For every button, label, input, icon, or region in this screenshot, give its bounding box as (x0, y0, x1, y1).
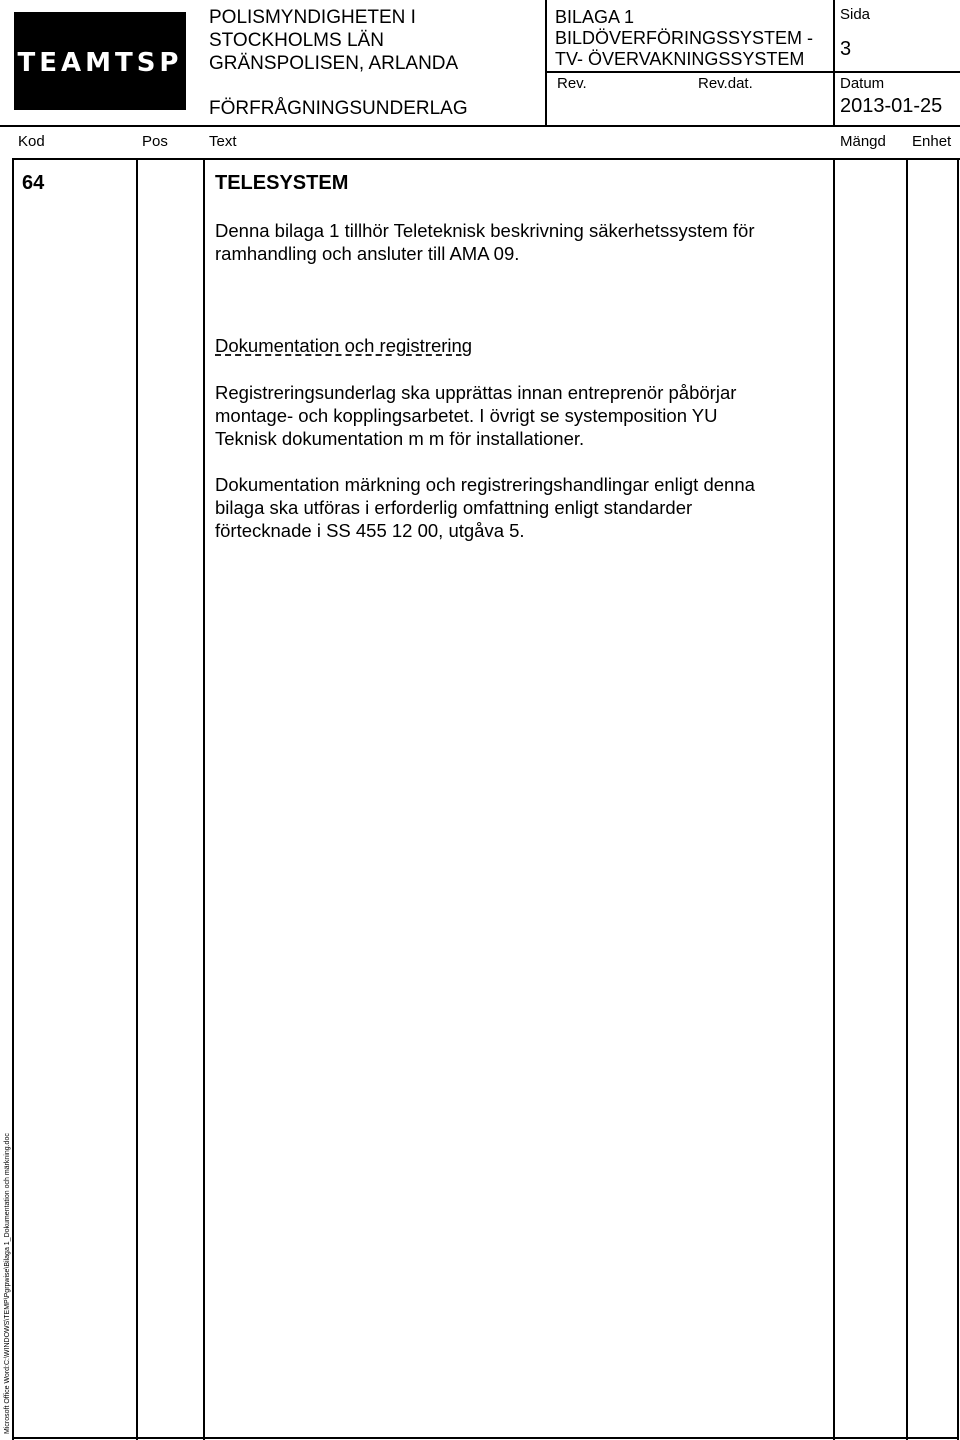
table-border-left (12, 158, 14, 1440)
column-header-kod: Kod (18, 133, 45, 150)
org-line-3: GRÄNSPOLISEN, ARLANDA (209, 53, 459, 74)
paragraph-2-line-3: förtecknade i SS 455 12 00, utgåva 5. (215, 520, 525, 541)
org-line-2: STOCKHOLMS LÄN (209, 30, 384, 51)
paragraph-1-line-2: montage- och kopplingsarbetet. I övrigt se systemposition YU (215, 405, 718, 426)
rev-label: Rev. (557, 75, 587, 92)
section-code: 64 (22, 172, 45, 194)
section-heading: TELESYSTEM (215, 172, 349, 194)
page-number: 3 (840, 38, 852, 60)
paragraph-1-line-3: Teknisk dokumentation m m för installationer. (215, 428, 585, 449)
column-header-line (12, 158, 960, 160)
column-header-text: Text (209, 133, 237, 150)
paragraph-2-line-1: Dokumentation märkning och registreringshandlingar enligt denna (215, 474, 755, 495)
header-bottom-line (0, 125, 960, 127)
table-border-bottom (12, 1437, 958, 1439)
date-label: Datum (840, 75, 885, 92)
table-divider-kod-pos (136, 158, 138, 1440)
table-divider-mangd-enhet (906, 158, 908, 1440)
table-divider-pos-text (203, 158, 205, 1440)
header-divider-left (545, 0, 547, 125)
revdat-label: Rev.dat. (698, 75, 753, 92)
table-border-right (957, 158, 959, 1440)
company-logo (14, 12, 186, 110)
file-path-footer: Microsoft Office Word:C:\WINDOWS\TEMP\Pgrpwise\Bilaga 1_Dokumentation och märkning.doc (4, 1133, 11, 1434)
org-line-1: POLISMYNDIGHETEN I (209, 7, 416, 28)
paragraph-2-line-2: bilaga ska utföras i erforderlig omfattning enligt standarder (215, 497, 693, 518)
column-header-enhet: Enhet (912, 133, 952, 150)
title-line-1: BILAGA 1 (555, 7, 635, 27)
column-header-pos: Pos (142, 133, 168, 150)
subsection-title: Dokumentation och registrering (215, 335, 473, 356)
header-divider-right (833, 0, 835, 125)
page-label: Sida (840, 6, 871, 23)
paragraph-1-line-1: Registreringsunderlag ska upprättas innan entreprenör påbörjar (215, 382, 737, 403)
document-type: FÖRFRÅGNINGSUNDERLAG (209, 98, 468, 119)
intro-line-1: Denna bilaga 1 tillhör Teleteknisk beskrivning säkerhetssystem för (215, 220, 755, 241)
date-value: 2013-01-25 (840, 95, 943, 117)
logo-text: TEAMTSP (17, 48, 183, 78)
column-header-mangd: Mängd (840, 133, 886, 150)
intro-line-2: ramhandling och ansluter till AMA 09. (215, 243, 520, 264)
table-divider-text-mangd (833, 158, 835, 1440)
header-rev-line (545, 71, 960, 73)
title-line-3: TV- ÖVERVAKNINGSSYSTEM (555, 49, 805, 69)
title-line-2: BILDÖVERFÖRINGSSYSTEM - (555, 28, 814, 48)
